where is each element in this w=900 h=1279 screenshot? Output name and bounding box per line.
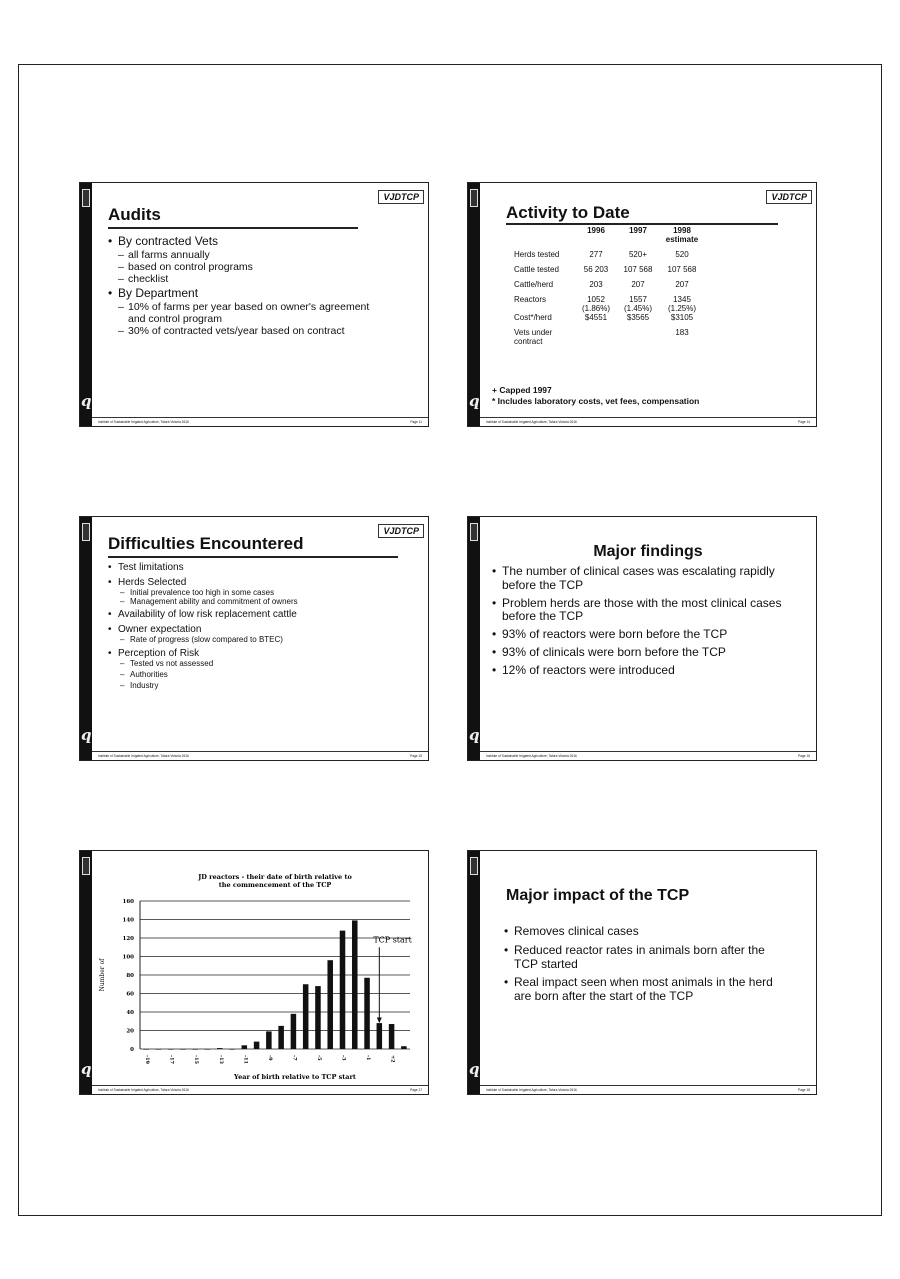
footer-page: Page 18 [798,1088,810,1092]
sub-bullet: – Initial prevalence too high in some cases [108,588,418,597]
slide-footer [92,1085,428,1094]
logo-icon [470,189,478,207]
title-rule [108,556,398,558]
table-header [510,226,576,244]
footer-institute: Institute of Sustainable Irrigated Agriculture, Tatura Victoria 2616 [486,420,577,424]
table-cell: 107 568 [623,265,653,274]
row-label: Herds tested [514,250,560,259]
footer-institute: Institute of Sustainable Irrigated Agriculture, Tatura Victoria 2616 [98,754,189,758]
sub-bullet: – all farms annually [108,249,378,261]
bullet-item: • By contracted Vets [108,235,378,249]
slide-difficulties [79,516,429,761]
x-tick-label: -11 [242,1055,249,1065]
table-cell: 203 [589,280,603,289]
title-rule [108,227,358,229]
bar--18 [156,1049,162,1050]
table-row [510,274,704,289]
bullet-item: • Removes clinical cases [504,925,784,939]
slide-title: Audits [108,205,161,224]
slide-title: Difficulties Encountered [108,534,304,553]
table-cell: 107 568 [667,265,697,274]
sub-bullet: – based on control programs [108,261,378,273]
table-row [510,289,704,313]
bar--8 [278,1026,284,1049]
bar-+3 [401,1046,407,1049]
bar--7 [291,1014,297,1049]
bar-+1 [377,1023,383,1049]
footer-institute: Institute of Sustainable Irrigated Agriculture, Tatura Victoria 2616 [98,420,189,424]
y-tick-label: 160 [122,899,134,905]
bullet-list [492,565,810,678]
bar--10 [254,1042,260,1049]
bullet-item: • Reduced reactor rates in animals born after the TCP started [504,944,784,972]
slide-sidebar [468,183,480,426]
slide-footer [92,751,428,760]
q-logo-icon: q [81,392,92,410]
y-tick-label: 140 [122,917,134,924]
table-cell: $4551 [584,313,608,322]
sub-bullet: – checklist [108,273,378,285]
table-cell: 207 [631,280,645,289]
logo-icon [470,857,478,875]
slide-sidebar [468,851,480,1094]
table-cell: 277 [589,250,603,259]
sub-bullet: – Industry [108,681,418,690]
bullet-item: • Real impact seen when most animals in the herd are born after the start of the TCP [504,976,784,1004]
bar--11 [242,1045,248,1049]
bar--13 [217,1048,223,1049]
slide-footer [480,1085,816,1094]
footer-page: Page 16 [798,754,810,758]
bar--2 [352,920,358,1049]
bar--16 [180,1049,186,1050]
slide-footer [480,751,816,760]
x-tick-label: -15 [193,1055,200,1065]
tcp-start-annotation: TCP start [373,935,412,945]
table-cell: $3565 [626,313,650,322]
table-cell: 1052 (1.86%) [581,295,610,313]
y-tick-label: 20 [126,1028,134,1035]
bullet-item: • Test limitations [108,562,418,574]
y-tick-label: 80 [126,973,134,979]
table-header: 1998 estimate [665,226,699,244]
logo-icon [470,523,478,541]
table-cell: 520 [675,250,689,259]
footer-page: Page 17 [410,1088,422,1092]
y-tick-label: 120 [122,936,134,942]
bar--1 [364,978,370,1049]
sub-bullet: – 10% of farms per year based on owner's agreement and control program [108,301,378,325]
table-row [510,322,704,346]
x-axis-label: Year of birth relative to TCP start [234,1073,356,1081]
slide-title: Activity to Date [506,203,630,222]
table-header: 1997 [629,226,647,235]
table-cell: 56 203 [583,265,609,274]
bar--12 [229,1049,235,1050]
sub-bullet: – Management ability and commitment of owners [108,597,418,606]
q-logo-icon: q [81,1060,92,1078]
row-label: Cattle/herd [514,280,554,289]
note-capped: + Capped 1997 [492,385,552,395]
x-tick-label: -1 [365,1055,372,1061]
sub-bullet: – 30% of contracted vets/year based on contract [108,325,378,337]
table-notes [492,385,699,406]
y-tick-label: 60 [126,991,134,998]
logo-icon [82,523,90,541]
x-tick-label: -7 [291,1055,298,1061]
title-rule [506,223,778,225]
bar--14 [205,1049,211,1050]
activity-table [510,226,704,346]
table-header: 1996 [587,226,605,235]
bar--5 [315,986,321,1049]
bar--15 [192,1049,198,1050]
slide-sidebar [80,851,92,1094]
bar--6 [303,984,309,1049]
jd-reactors-chart [92,851,429,1087]
y-axis-label: Number of [99,958,106,992]
bullet-item: • Perception of Risk [108,648,418,660]
bullet-list [108,235,378,337]
annotation-arrow-head [377,1018,382,1024]
x-tick-label: -17 [168,1055,175,1065]
bullet-list [108,562,418,691]
row-label: Vets under contract [514,328,553,346]
program-badge: VJDTCP [378,190,424,204]
bar--9 [266,1031,272,1049]
bullet-item: • 93% of reactors were born before the TCP [492,628,810,642]
slide-chart [79,850,429,1095]
bullet-item: • Availability of low risk replacement cattle [108,609,418,621]
table-cell [616,322,660,346]
slide-sidebar [468,517,480,760]
chart-title: the commencement of the TCP [218,881,332,889]
bar--4 [327,960,333,1049]
y-tick-label: 0 [130,1047,134,1053]
bullet-item: • Herds Selected [108,577,418,589]
bullet-item: • The number of clinical cases was escalating rapidly before the TCP [492,565,810,593]
program-badge: VJDTCP [766,190,812,204]
x-tick-label: -5 [315,1055,322,1061]
q-logo-icon: q [469,392,480,410]
logo-icon [82,189,90,207]
slide-title: Major findings [593,543,703,560]
bar--19 [143,1049,149,1050]
footer-page: Page 11 [410,420,422,424]
q-logo-icon: q [81,726,92,744]
x-tick-label: +2 [389,1055,396,1063]
table-cell: $3105 [670,313,694,322]
y-tick-label: 40 [126,1010,134,1016]
slide-title: Major impact of the TCP [506,887,690,904]
slide-footer [92,417,428,426]
chart-title: JD reactors - their date of birth relative to [198,873,352,881]
y-tick-label: 100 [122,954,134,961]
footer-page: Page 14 [798,420,810,424]
footer-page: Page 15 [410,754,422,758]
table-cell: 1557 (1.45%) [623,295,652,313]
table-row [510,313,704,322]
slide-findings [467,516,817,761]
bullet-item: • Problem herds are those with the most clinical cases before the TCP [492,597,810,625]
sub-bullet: – Authorities [108,670,418,679]
row-label: Cattle tested [514,265,559,274]
bullet-item: • 93% of clinicals were born before the TCP [492,646,810,660]
row-label: Cost*/herd [514,313,552,322]
slide-activity [467,182,817,427]
bullet-list [504,925,784,1004]
slide-audits [79,182,429,427]
bullet-item: • Owner expectation [108,624,418,636]
slide-footer [480,417,816,426]
footer-institute: Institute of Sustainable Irrigated Agriculture, Tatura Victoria 2616 [486,754,577,758]
slide-sidebar [80,183,92,426]
table-cell: 207 [675,280,689,289]
slide-impact [467,850,817,1095]
footer-institute: Institute of Sustainable Irrigated Agriculture, Tatura Victoria 2616 [98,1088,189,1092]
logo-icon [82,857,90,875]
program-badge: VJDTCP [378,524,424,538]
table-cell: 183 [675,328,689,337]
bar--3 [340,931,346,1049]
bar-+2 [389,1024,395,1049]
bullet-item: • By Department [108,287,378,301]
note-costs: * Includes laboratory costs, vet fees, compensation [492,395,700,406]
table-cell [576,322,616,346]
table-row [510,259,704,274]
x-tick-label: -19 [144,1055,151,1065]
footer-institute: Institute of Sustainable Irrigated Agriculture, Tatura Victoria 2616 [486,1088,577,1092]
x-tick-label: -9 [266,1055,273,1061]
sub-bullet: – Tested vs not assessed [108,659,418,668]
x-tick-label: -3 [340,1055,347,1061]
table-row [510,244,704,259]
row-label: Reactors [514,295,547,304]
x-tick-label: -13 [217,1055,224,1065]
table-cell: 1345 (1.25%) [667,295,696,313]
bullet-item: • 12% of reactors were introduced [492,664,810,678]
slide-sidebar [80,517,92,760]
q-logo-icon: q [469,726,480,744]
bar--17 [168,1049,174,1050]
q-logo-icon: q [469,1060,480,1078]
table-cell: 520+ [628,250,648,259]
sub-bullet: – Rate of progress (slow compared to BTEC) [108,635,418,644]
